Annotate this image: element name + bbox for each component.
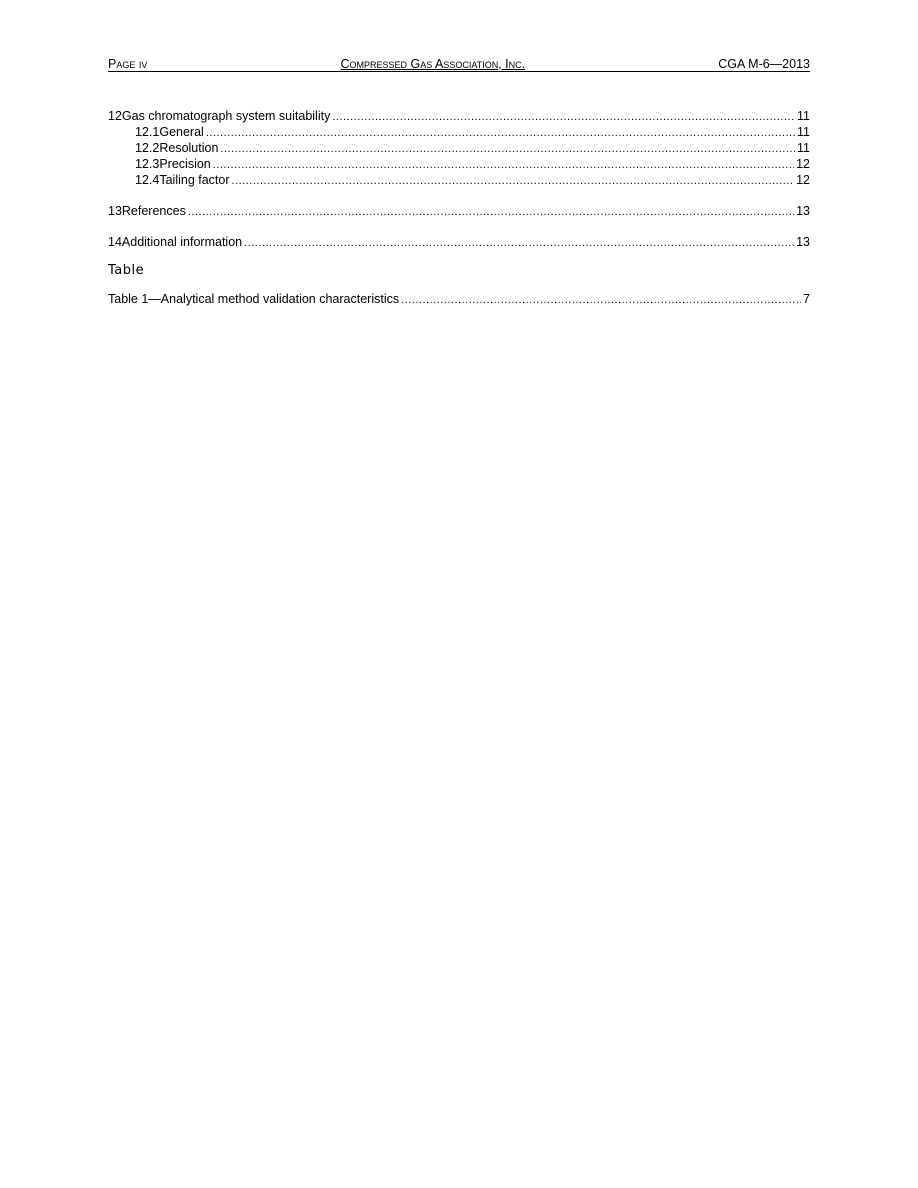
toc-entry-12[interactable] — [108, 108, 810, 124]
toc-title: Resolution — [159, 141, 219, 155]
header-organization: Compressed Gas Association, Inc. — [340, 57, 526, 71]
spacer — [108, 188, 810, 203]
toc-page-number: 12 — [796, 173, 810, 187]
toc-page-number: 11 — [797, 141, 810, 155]
toc-leader-dots — [213, 157, 794, 173]
toc-entry-12-4[interactable] — [108, 172, 810, 188]
toc-entry-12-3[interactable] — [108, 156, 810, 172]
toc-number: 12 — [108, 109, 122, 123]
toc-title: General — [159, 125, 204, 139]
toc-entry-12-1[interactable] — [108, 124, 810, 140]
header-document-id: CGA M-6—2013 — [718, 57, 810, 71]
toc-page-number: 12 — [796, 157, 810, 171]
toc-number: 12.1 — [135, 125, 160, 139]
toc-leader-dots — [244, 235, 794, 251]
toc-page-number: 11 — [797, 109, 810, 123]
toc-title: Table 1—Analytical method validation characteristics — [108, 292, 400, 306]
toc-title: References — [121, 204, 186, 218]
toc-leader-dots — [401, 292, 801, 308]
page-header — [108, 55, 810, 72]
toc-entry-13[interactable] — [108, 203, 810, 219]
toc-leader-dots — [206, 125, 795, 141]
toc-title: Precision — [159, 157, 211, 171]
toc-title: Additional information — [121, 235, 243, 249]
table-of-contents — [108, 108, 810, 307]
toc-title: Gas chromatograph system suitability — [121, 109, 331, 123]
toc-page-number: 7 — [803, 292, 810, 306]
toc-number: 13 — [108, 204, 122, 218]
toc-entry-14[interactable] — [108, 234, 810, 250]
toc-leader-dots — [220, 141, 795, 157]
toc-number: 14 — [108, 235, 122, 249]
spacer — [108, 283, 810, 291]
toc-entry-12-2[interactable] — [108, 140, 810, 156]
toc-leader-dots — [332, 109, 795, 125]
spacer — [108, 219, 810, 234]
toc-title: Tailing factor — [159, 173, 230, 187]
toc-page-number: 11 — [797, 125, 810, 139]
toc-page-number: 13 — [796, 235, 810, 249]
header-page-number: Page iv — [108, 57, 148, 71]
toc-number: 12.2 — [135, 141, 160, 155]
toc-leader-dots — [188, 204, 794, 220]
toc-entry-table-1[interactable] — [108, 291, 810, 307]
toc-page-number: 13 — [796, 204, 810, 218]
toc-number: 12.3 — [135, 157, 160, 171]
spacer — [108, 250, 810, 259]
tables-section-heading: Table — [108, 263, 145, 278]
toc-number: 12.4 — [135, 173, 160, 187]
toc-leader-dots — [232, 173, 795, 189]
